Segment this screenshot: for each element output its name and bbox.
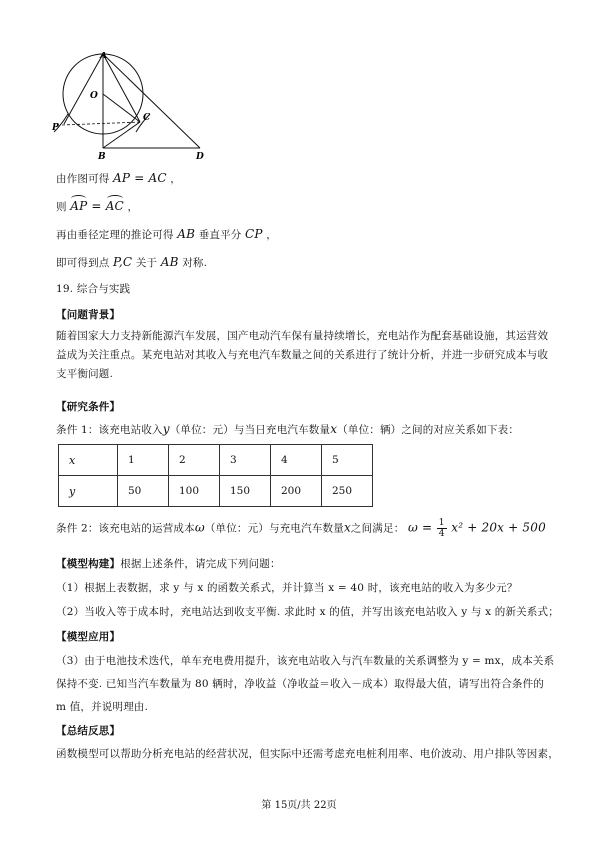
- application-heading: 【模型应用】: [56, 631, 121, 643]
- table-y-cell: 200: [271, 476, 322, 507]
- model-heading: 【模型构建】: [56, 558, 121, 570]
- proof-line-4-mid: 关于: [135, 257, 158, 269]
- condition-2-var-w: ω: [194, 520, 205, 535]
- fraction-denominator: 4: [438, 529, 445, 539]
- condition-2-mid: （单位：元）与充电汽车数量: [204, 522, 344, 535]
- table-row-x: [59, 445, 373, 476]
- table-row-y: [59, 476, 373, 507]
- label-o: O: [90, 91, 98, 101]
- proof-line-4-math1: P,C: [113, 255, 133, 269]
- proof-line-3-mid: 垂直平分: [198, 229, 242, 241]
- proof-line-4-suffix: 对称.: [182, 257, 208, 269]
- background-text: 随着国家大力支持新能源汽车发展，国产电动汽车保有量持续增长，充电站作为配套基础设施，其运营效益成为关注重点。某充电站对其收入与充电汽车数量之间的关系进行了统计分析，并进一步研究成本与收支平衡问题.: [56, 330, 549, 380]
- question-3-line-3: m 值，并说明理由.: [56, 701, 149, 713]
- condition-1-mid: （单位：元）与当日充电汽车数量: [169, 424, 331, 436]
- fraction-numerator: 1: [438, 518, 445, 528]
- proof-line-3-math2: CP: [245, 227, 263, 241]
- table-y-cell: 50: [118, 476, 169, 507]
- proof-line-3-math1: AB: [177, 227, 196, 241]
- proof-line-2-text: 则: [56, 201, 67, 213]
- table-x-header: x: [59, 445, 118, 476]
- proof-line-2-eq: =: [87, 199, 106, 213]
- page-footer: 第 15页/共 22页: [261, 800, 337, 811]
- condition-2-suffix: 之间满足：: [350, 522, 405, 535]
- segment-ac: [103, 54, 140, 122]
- condition-2-formula-rhs: x² + 20x + 500: [451, 520, 546, 535]
- proof-line-4-math2: AB: [160, 255, 179, 269]
- table-x-cell: 4: [271, 445, 322, 476]
- model-intro: 根据上述条件，请完成下列问题：: [120, 558, 281, 570]
- table-x-cell: 5: [322, 445, 373, 476]
- table-y-header: y: [59, 476, 118, 507]
- segment-oc: [103, 94, 140, 122]
- question-2: （2）当收入等于成本时，充电站达到收支平衡. 求此时 x 的值，并写出该充电站收入 y 与 x 的新关系式；: [56, 606, 559, 618]
- proof-line-2-suffix: ，: [127, 201, 139, 213]
- table-x-cell: 2: [169, 445, 220, 476]
- table-x-cell: 1: [118, 445, 169, 476]
- condition-2: [56, 518, 546, 539]
- problem-title: 19. 综合与实践: [56, 283, 131, 295]
- proof-line-1: [56, 170, 181, 187]
- proof-line-2: [56, 198, 138, 215]
- question-3-line-2: 保持不变. 已知当汽车数量为 80 辆时，净收益（净收益＝收入－成本）取得最大值，请写出符合条件的: [56, 678, 545, 690]
- label-c: C: [143, 113, 151, 123]
- label-a: A: [100, 52, 107, 61]
- proof-line-3-suffix: ，: [266, 229, 277, 241]
- segment-ad: [103, 54, 200, 148]
- table-x-cell: 3: [220, 445, 271, 476]
- label-p: P: [52, 123, 59, 133]
- proof-line-1-text: 由作图可得: [56, 173, 110, 185]
- arc-ac: AC: [105, 199, 124, 213]
- label-b: B: [98, 152, 106, 162]
- summary-heading: 【总结反思】: [56, 725, 121, 737]
- condition-1-var-x: x: [330, 422, 338, 436]
- table-y-cell: 100: [169, 476, 220, 507]
- proof-line-3-text: 再由垂径定理的推论可得: [56, 229, 174, 241]
- background-heading: 【问题背景】: [56, 309, 121, 321]
- segment-ap: [64, 54, 103, 124]
- condition-1-suffix: （单位：辆）之间的对应关系如下表：: [337, 424, 520, 436]
- proof-line-3: [56, 226, 277, 243]
- proof-line-1-suffix: ，: [170, 173, 181, 185]
- condition-2-var-x: x: [343, 520, 351, 535]
- data-table: [58, 444, 373, 507]
- segment-bc: [103, 122, 140, 148]
- table-y-cell: 250: [322, 476, 373, 507]
- condition-2-prefix: 条件 2：该充电站的运营成本: [56, 522, 195, 535]
- question-1: （1）根据上表数据，求 y 与 x 的函数关系式，并计算当 x = 40 时，该充电站的收入为多少元？: [56, 582, 518, 594]
- condition-2-formula-lhs: ω =: [407, 520, 433, 535]
- summary-text: 函数模型可以帮助分析充电站的经营状况，但实际中还需考虑充电桩利用率、电价波动、用户排队等因素，: [56, 748, 559, 760]
- label-d: D: [196, 152, 204, 162]
- condition-1-prefix: 条件 1：该充电站收入: [56, 424, 163, 436]
- arc-ap: AP: [70, 199, 88, 213]
- condition-1-var-y: y: [162, 422, 170, 436]
- proof-line-4: [56, 254, 207, 271]
- proof-line-1-math: AP = AC: [113, 171, 167, 185]
- table-y-cell: 150: [220, 476, 271, 507]
- model-line: [56, 556, 281, 572]
- geometry-figure: [50, 52, 210, 164]
- condition-1: [56, 421, 519, 438]
- question-3-line-1: （3）由于电池技术迭代，单车充电费用提升，该充电站收入与汽车数量的关系调整为 y = mx，成本关系: [56, 655, 555, 667]
- conditions-heading: 【研究条件】: [56, 401, 121, 413]
- proof-line-4-text: 即可得到点: [56, 257, 110, 269]
- fraction-one-quarter: [437, 518, 447, 539]
